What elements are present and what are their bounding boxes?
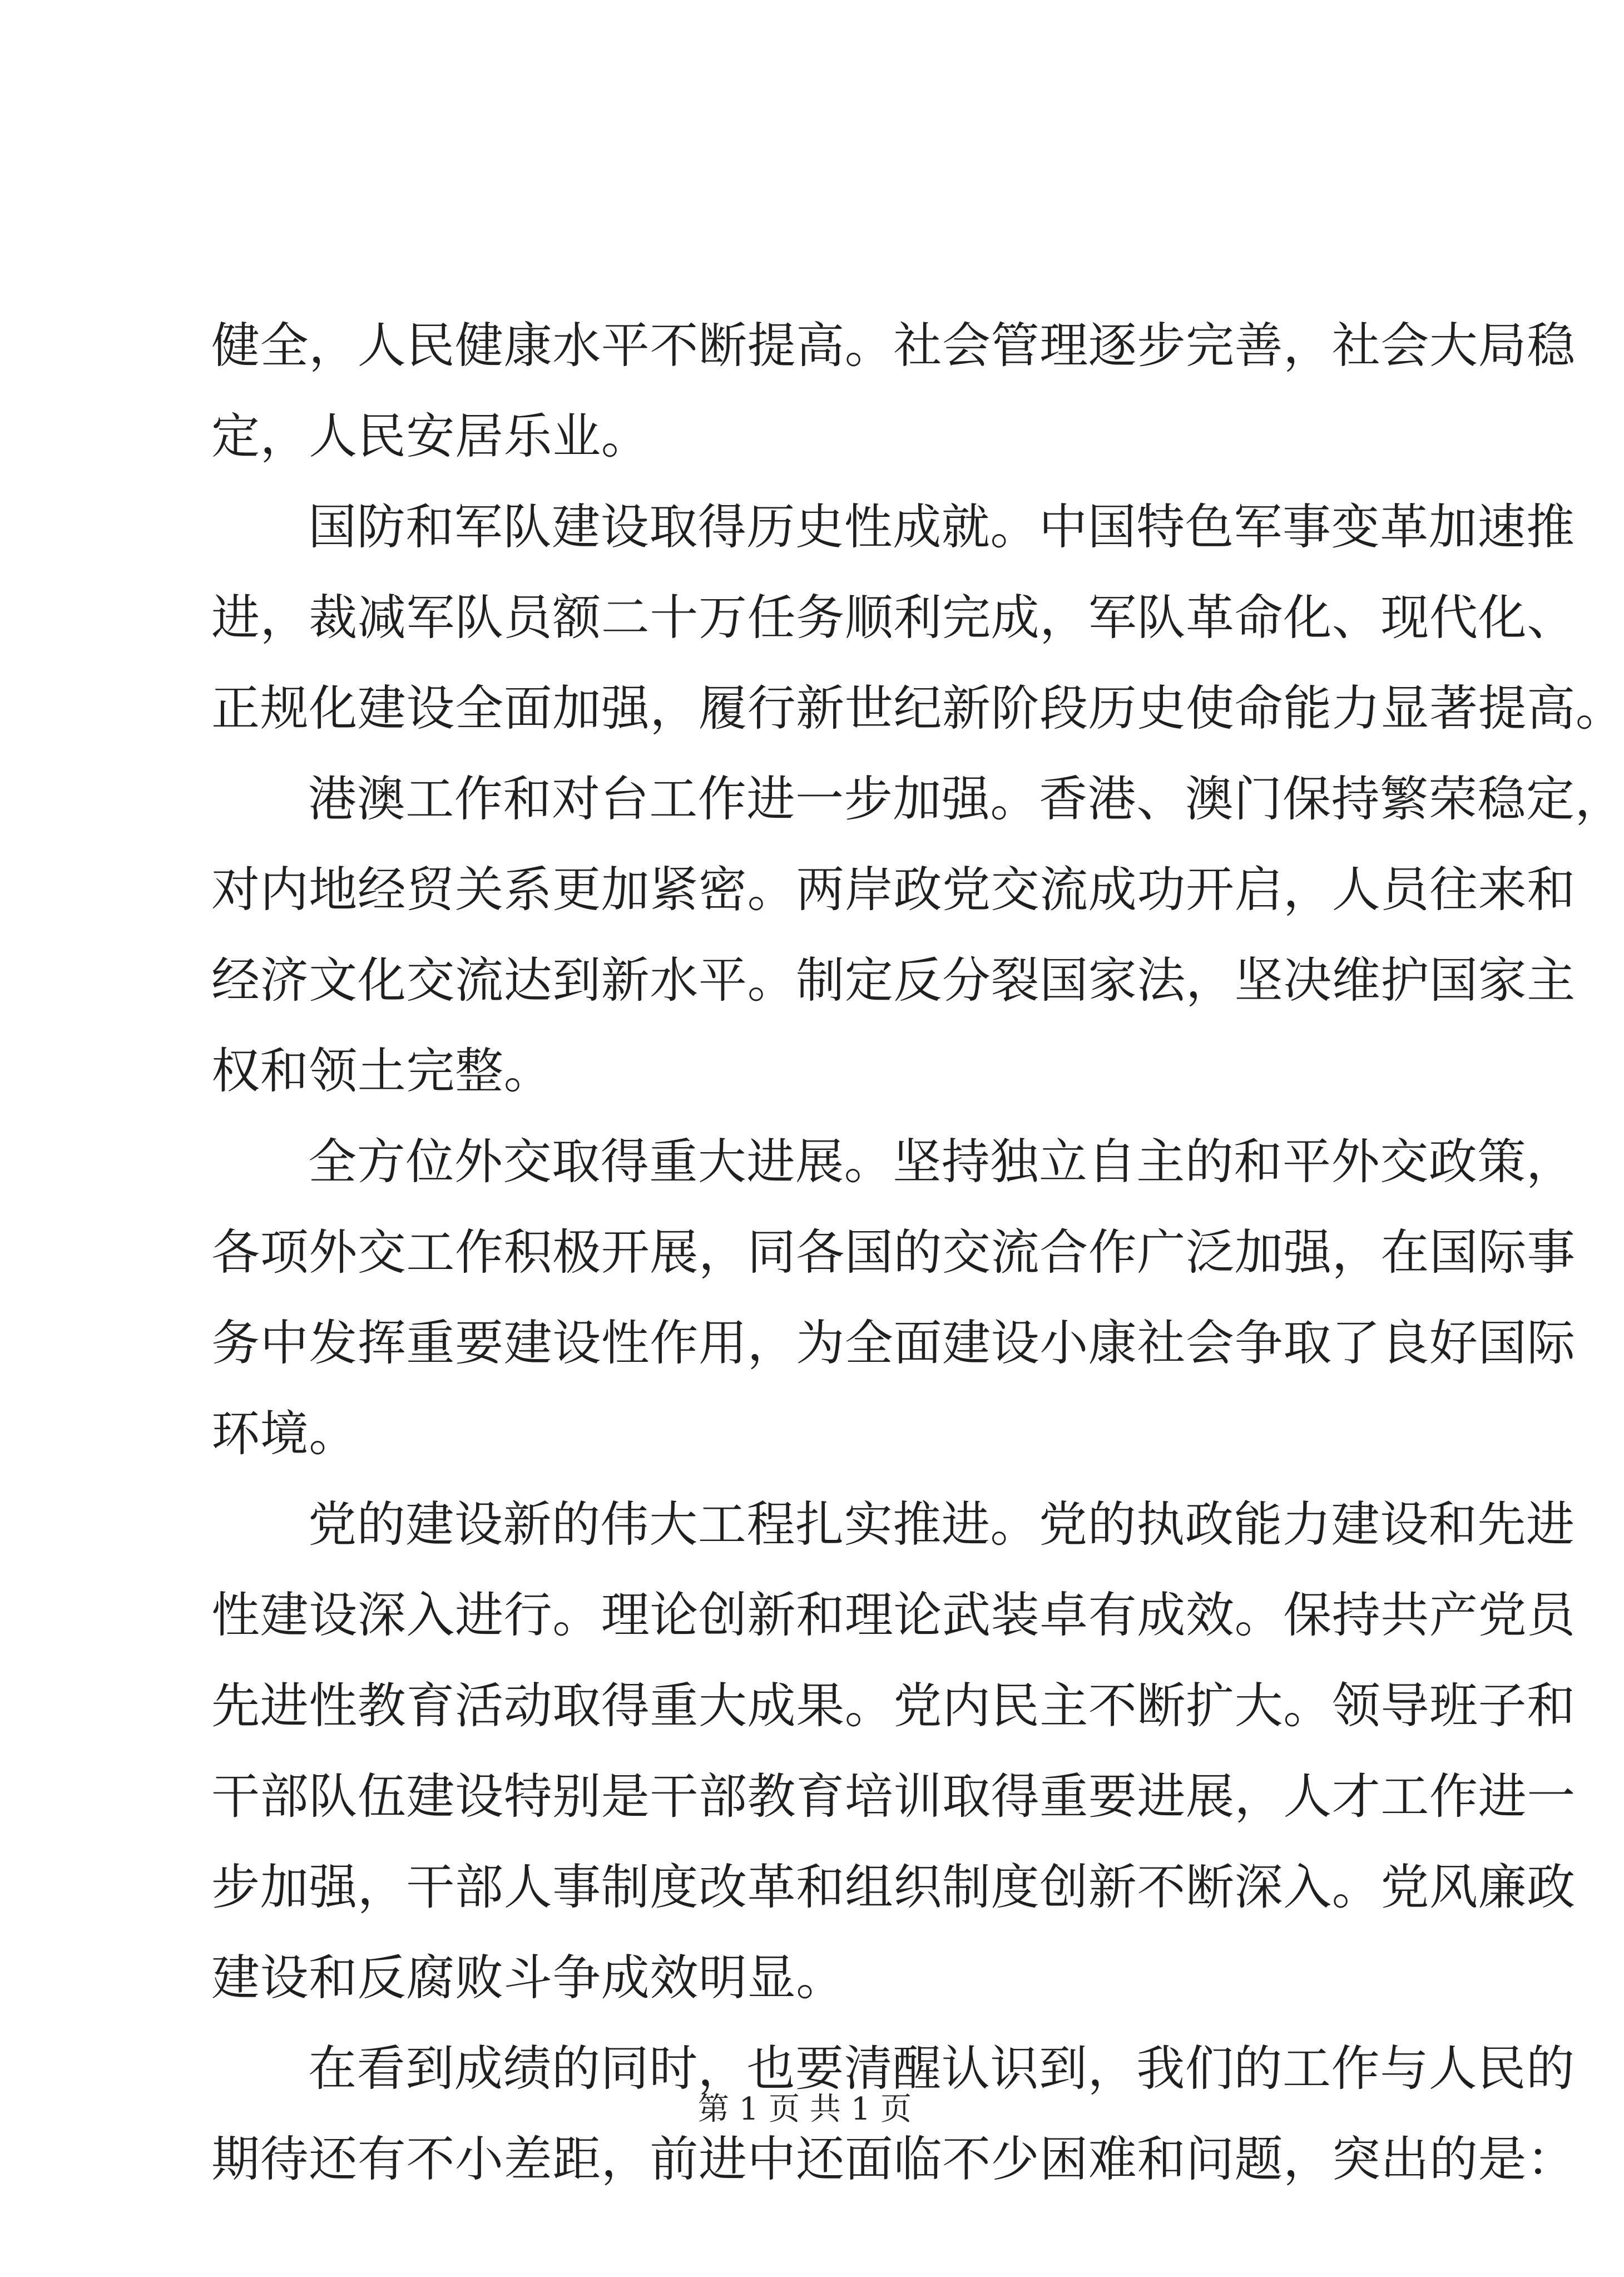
paragraph-1: [211, 300, 1576, 482]
paragraph-line: 务中发挥重要建设性作用，为全面建设小康社会争取了良好国际: [211, 1315, 1576, 1371]
paragraph-2: [211, 482, 1624, 754]
paragraph-line: 经济文化交流达到新水平。制定反分裂国家法，坚决维护国家主: [211, 952, 1576, 1009]
paragraph-5: [211, 1479, 1576, 2023]
paragraph-first-line: 党的建设新的伟大工程扎实推进。党的执政能力建设和先进: [308, 1496, 1575, 1553]
paragraph-first-line: 在看到成绩的同时，也要清醒认识到，我们的工作与人民的: [308, 2040, 1575, 2097]
paragraph-line: 干部队伍建设特别是干部教育培训取得重要进展，人才工作进一: [211, 1768, 1576, 1825]
paragraph-line: 健全，人民健康水平不断提高。社会管理逐步完善，社会大局稳: [211, 317, 1576, 374]
paragraph-first-line: 港澳工作和对台工作进一步加强。香港、澳门保持繁荣稳定，: [308, 770, 1624, 827]
paragraph-first-line: 国防和军队建设取得历史性成就。中国特色军事变革加速推: [308, 498, 1575, 555]
paragraph-line: 正规化建设全面加强，履行新世纪新阶段历史使命能力显著提高。: [211, 680, 1624, 737]
paragraph-line: 先进性教育活动取得重大成果。党内民主不断扩大。领导班子和: [211, 1677, 1576, 1734]
page-number-footer: 第 1 页 共 1 页: [697, 2091, 912, 2127]
paragraph-line: 环境。: [211, 1405, 358, 1462]
paragraph-line: 建设和反腐败斗争成效明显。: [211, 1949, 845, 2006]
paragraph-4: [211, 1117, 1576, 1479]
paragraph-first-line: 全方位外交取得重大进展。坚持独立自主的和平外交政策，: [308, 1133, 1575, 1190]
paragraph-line: 定，人民安居乐业。: [211, 408, 650, 465]
paragraph-line: 对内地经贸关系更加紧密。两岸政党交流成功开启，人员往来和: [211, 861, 1576, 918]
paragraph-line: 性建设深入进行。理论创新和理论武装卓有成效。保持共产党员: [211, 1587, 1576, 1643]
paragraph-line: 各项外交工作积极开展，同各国的交流合作广泛加强，在国际事: [211, 1224, 1576, 1281]
paragraph-line: 进，裁减军队员额二十万任务顺利完成，军队革命化、现代化、: [211, 589, 1576, 646]
paragraph-line: 步加强，干部人事制度改革和组织制度创新不断深入。党风廉政: [211, 1859, 1576, 1915]
document-body: [211, 300, 1624, 2205]
paragraph-line: 期待还有不小差距，前进中还面临不少困难和问题，突出的是：: [211, 2131, 1576, 2187]
paragraph-3: [211, 754, 1624, 1117]
paragraph-line: 权和领土完整。: [211, 1043, 553, 1099]
